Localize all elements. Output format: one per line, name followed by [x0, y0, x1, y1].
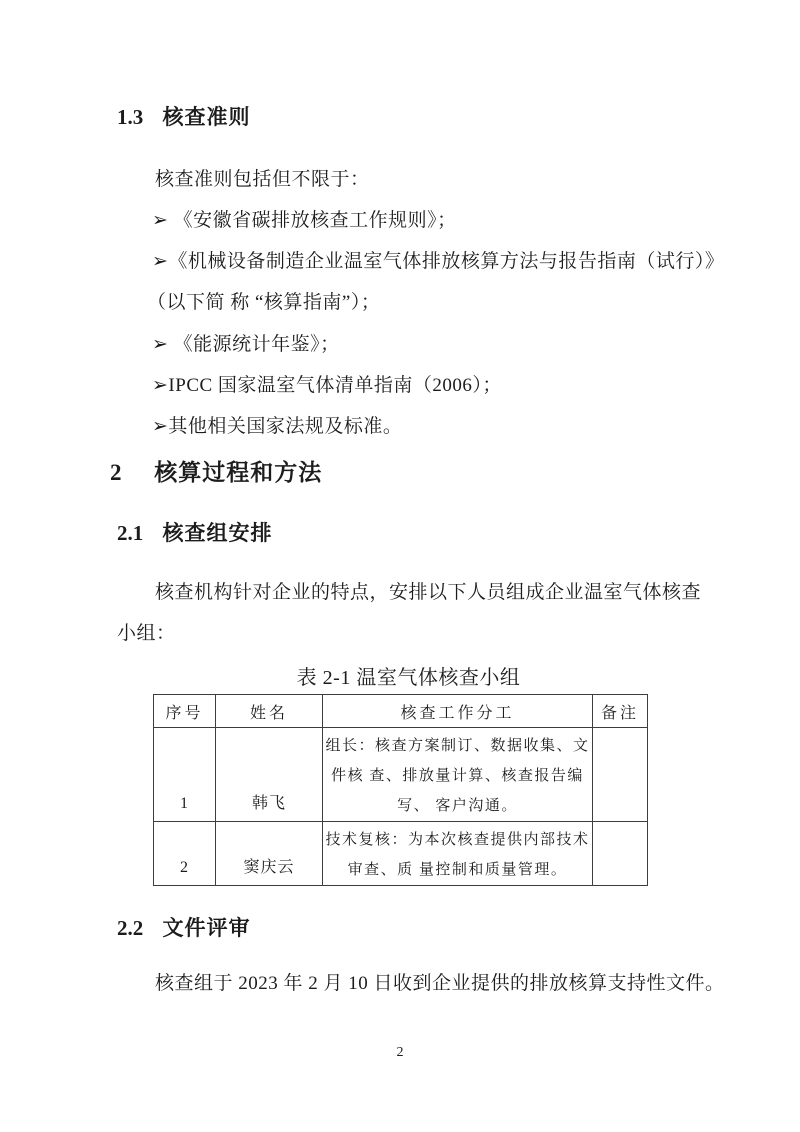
bullet-item-energy-yearbook: ➢ 《能源统计年鉴》； — [152, 334, 340, 355]
paragraph-doc-review: 核查组于 2023 年 2 月 10 日收到企业提供的排放核算支持性文件。 — [155, 973, 725, 994]
duty-line: 写、 客户沟通。 — [397, 798, 518, 814]
verification-team-table — [153, 694, 648, 886]
cell-note — [593, 822, 648, 886]
section-title: 文件评审 — [162, 916, 251, 940]
section-heading-1-3 — [117, 101, 251, 131]
cell-duty — [323, 822, 593, 886]
section-number: 1.3 — [117, 105, 144, 129]
section-number: 2.2 — [117, 916, 144, 940]
duty-line: 审查、质 量控制和质量管理。 — [347, 862, 568, 878]
bullet-item-machinery-guide: ➢《机械设备制造企业温室气体排放核算方法与报告指南（试行）》 — [152, 251, 725, 272]
section-number: 2.1 — [117, 521, 144, 545]
paragraph-team-intro-line2: 小组： — [117, 623, 176, 644]
duty-line: 件核 查、排放量计算、核查报告编 — [331, 768, 584, 784]
table-row — [154, 822, 648, 886]
column-header-note: 备注 — [593, 695, 648, 728]
table-header-row — [154, 695, 648, 728]
section-number: 2 — [110, 460, 122, 485]
cell-name: 窦庆云 — [216, 822, 323, 886]
duty-line: 组长：核查方案制订、数据收集、文 — [325, 738, 590, 754]
bullet-item-ipcc-guide: ➢IPCC 国家温室气体清单指南（2006）； — [152, 375, 502, 396]
section-title: 核查准则 — [162, 105, 251, 129]
bullet-item-anhui-rules: ➢ 《安徽省碳排放核查工作规则》； — [152, 210, 457, 231]
paragraph-team-intro-line1: 核查机构针对企业的特点，安排以下人员组成企业温室气体核查 — [155, 582, 702, 603]
column-header-duty: 核查工作分工 — [323, 695, 593, 728]
bullet-item-other-regulations: ➢其他相关国家法规及标准。 — [152, 416, 403, 437]
section-title: 核查组安排 — [162, 521, 273, 545]
bullet-item-machinery-guide-continuation: （以下简 称 “核算指南”）； — [147, 292, 381, 313]
duty-line: 技术复核：为本次核查提供内部技术 — [325, 832, 590, 848]
section-heading-2-1 — [117, 517, 273, 547]
page-number: 2 — [396, 1045, 404, 1060]
cell-duty — [323, 728, 593, 822]
section-heading-2-2 — [117, 912, 251, 942]
paragraph-criteria-intro: 核查准则包括但不限于： — [155, 169, 370, 190]
column-header-name: 姓名 — [216, 695, 323, 728]
section-title: 核算过程和方法 — [154, 460, 323, 485]
cell-index: 1 — [154, 728, 216, 822]
section-heading-2 — [110, 454, 322, 487]
table-caption: 表 2-1 温室气体核查小组 — [296, 667, 521, 689]
table-row — [154, 728, 648, 822]
cell-name: 韩飞 — [216, 728, 323, 822]
column-header-index: 序号 — [154, 695, 216, 728]
cell-note — [593, 728, 648, 822]
cell-index: 2 — [154, 822, 216, 886]
